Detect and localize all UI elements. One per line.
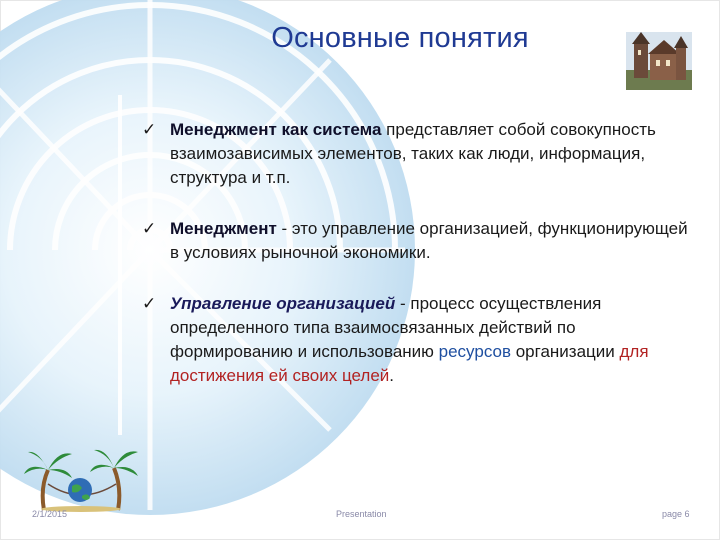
slide-title: Основные понятия — [271, 22, 529, 54]
checkmark-icon: ✓ — [142, 219, 157, 239]
bullet-text: организации — [511, 342, 620, 361]
bullet-text: - процесс осуществления определенного типа взаимосвязанных действий по формированию и использованию — [170, 294, 602, 361]
footer-date: 2/1/2015 — [32, 509, 68, 519]
bullet-text: представляет собой совокупность взаимозависимых элементов, таких как люди, информация, структура и т.п. — [170, 120, 656, 187]
highlight-goals: для достижения ей своих целей — [170, 342, 649, 385]
bullet-item — [138, 217, 698, 265]
checkmark-icon: ✓ — [142, 120, 157, 140]
bullet-term: Управление организацией — [170, 294, 396, 313]
footer-page-number: page 6 — [662, 509, 690, 519]
castle-photo — [626, 32, 692, 90]
palm-trees-globe-logo — [22, 440, 140, 512]
bullet-item — [138, 292, 698, 388]
highlight-resources: ресурсов — [438, 342, 511, 361]
bullet-item — [138, 118, 698, 190]
bullet-term: Менеджмент — [170, 219, 277, 238]
bullet-term: Менеджмент как система — [170, 120, 382, 139]
footer-presentation: Presentation — [336, 509, 387, 519]
checkmark-icon: ✓ — [142, 294, 157, 314]
bullet-text: . — [389, 366, 395, 385]
bullet-text: - это управление организацией, функционирующей в условиях рыночной экономики. — [170, 219, 688, 262]
bullet-list — [138, 118, 698, 388]
